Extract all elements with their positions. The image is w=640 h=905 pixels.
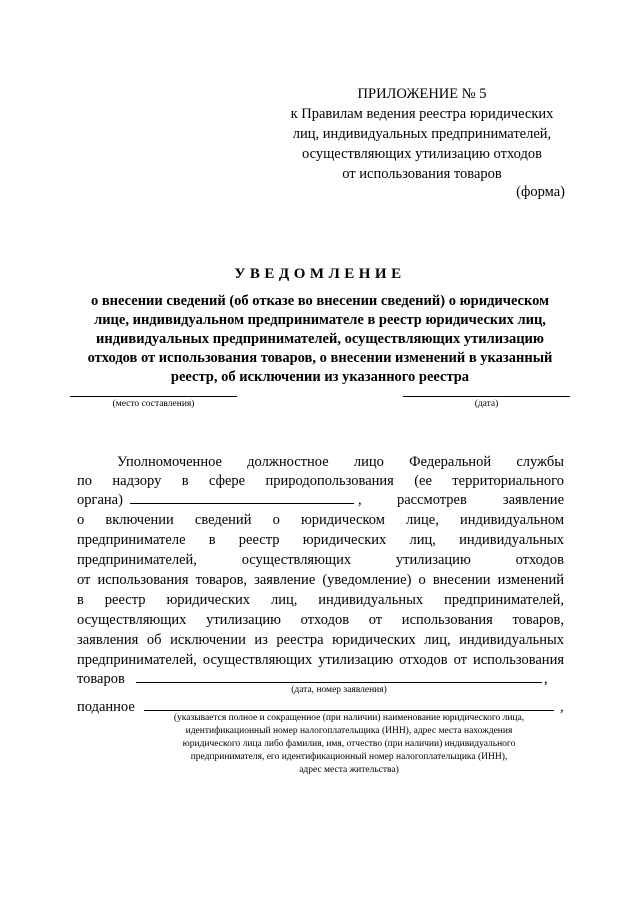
applicant-caption-line: предпринимателя, его идентификационный номер налогоплательщика (ИНН), bbox=[190, 752, 508, 762]
body-line: заявления об исключении из реестра юридических лиц, индивидуальных bbox=[77, 632, 564, 648]
body-line-start: поданное bbox=[77, 699, 135, 715]
subtitle-line-2: лице, индивидуальном предпринимателе в реестр юридических лиц, bbox=[94, 312, 546, 328]
subtitle-line-1: о внесении сведений (об отказе во внесении сведений) о юридическом bbox=[90, 293, 550, 309]
body-line-start: органа) bbox=[77, 492, 123, 508]
subtitle-line-5: реестр, об исключении из указанного реестра bbox=[170, 369, 470, 385]
body-line: от использования товаров, заявление (уведомление) о внесении изменений bbox=[77, 572, 564, 588]
appendix-ref-line-3: осуществляющих утилизацию отходов bbox=[302, 146, 542, 162]
appendix-ref-line-2: лиц, индивидуальных предпринимателей, bbox=[292, 126, 552, 142]
appendix-ref-line-4: от использования товаров bbox=[342, 166, 502, 182]
body-line: предпринимателей, осуществляющих утилизацию отходов от использования bbox=[77, 652, 564, 668]
place-field-line bbox=[70, 396, 237, 397]
body-comma: , bbox=[560, 699, 564, 715]
date-number-caption: (дата, номер заявления) bbox=[291, 685, 387, 695]
body-line: осуществляющих утилизацию отходов от использования товаров, bbox=[77, 612, 564, 628]
body-comma: , bbox=[544, 671, 548, 687]
body-line: предпринимателе в реестр юридических лиц, индивидуальных bbox=[77, 532, 564, 548]
body-line-end: рассмотрев заявление bbox=[397, 492, 564, 508]
applicant-caption-line: (указывается полное и сокращенное (при наличии) наименование юридического лица, bbox=[173, 713, 525, 723]
body-line: по надзору в сфере природопользования (ее территориального bbox=[77, 473, 564, 489]
body-line: о включении сведений о юридическом лице, индивидуальном bbox=[77, 512, 564, 528]
place-caption: (место составления) bbox=[112, 399, 195, 409]
applicant-caption-line: юридического лица либо фамилия, имя, отчество (при наличии) индивидуального bbox=[182, 739, 516, 749]
applicant-field-line bbox=[144, 710, 554, 711]
application-field-line bbox=[136, 682, 542, 683]
applicant-caption-line: адрес места жительства) bbox=[299, 765, 399, 775]
document-title: УВЕДОМЛЕНИЕ bbox=[234, 266, 406, 282]
appendix-number: ПРИЛОЖЕНИЕ № 5 bbox=[357, 86, 487, 102]
body-line-start: товаров bbox=[77, 671, 125, 687]
date-caption: (дата) bbox=[474, 399, 499, 409]
body-comma: , bbox=[358, 492, 362, 508]
appendix-ref-line-1: к Правилам ведения реестра юридических bbox=[290, 106, 554, 122]
authority-field-line bbox=[130, 503, 354, 504]
subtitle-line-3: индивидуальных предпринимателей, осуществляющих утилизацию bbox=[96, 331, 544, 347]
subtitle-line-4: отходов от использования товаров, о внесении изменений в указанный bbox=[87, 350, 553, 366]
body-line: предпринимателей, осуществляющих утилизацию отходов bbox=[77, 552, 564, 568]
date-field-line bbox=[403, 396, 570, 397]
body-line: Уполномоченное должностное лицо Федеральной службы bbox=[117, 454, 564, 470]
body-line: в реестр юридических лиц, индивидуальных предпринимателей, bbox=[77, 592, 564, 608]
form-label: (форма) bbox=[516, 184, 565, 200]
applicant-caption-line: идентификационный номер налогоплательщика (ИНН), адрес места нахождения bbox=[185, 726, 513, 736]
